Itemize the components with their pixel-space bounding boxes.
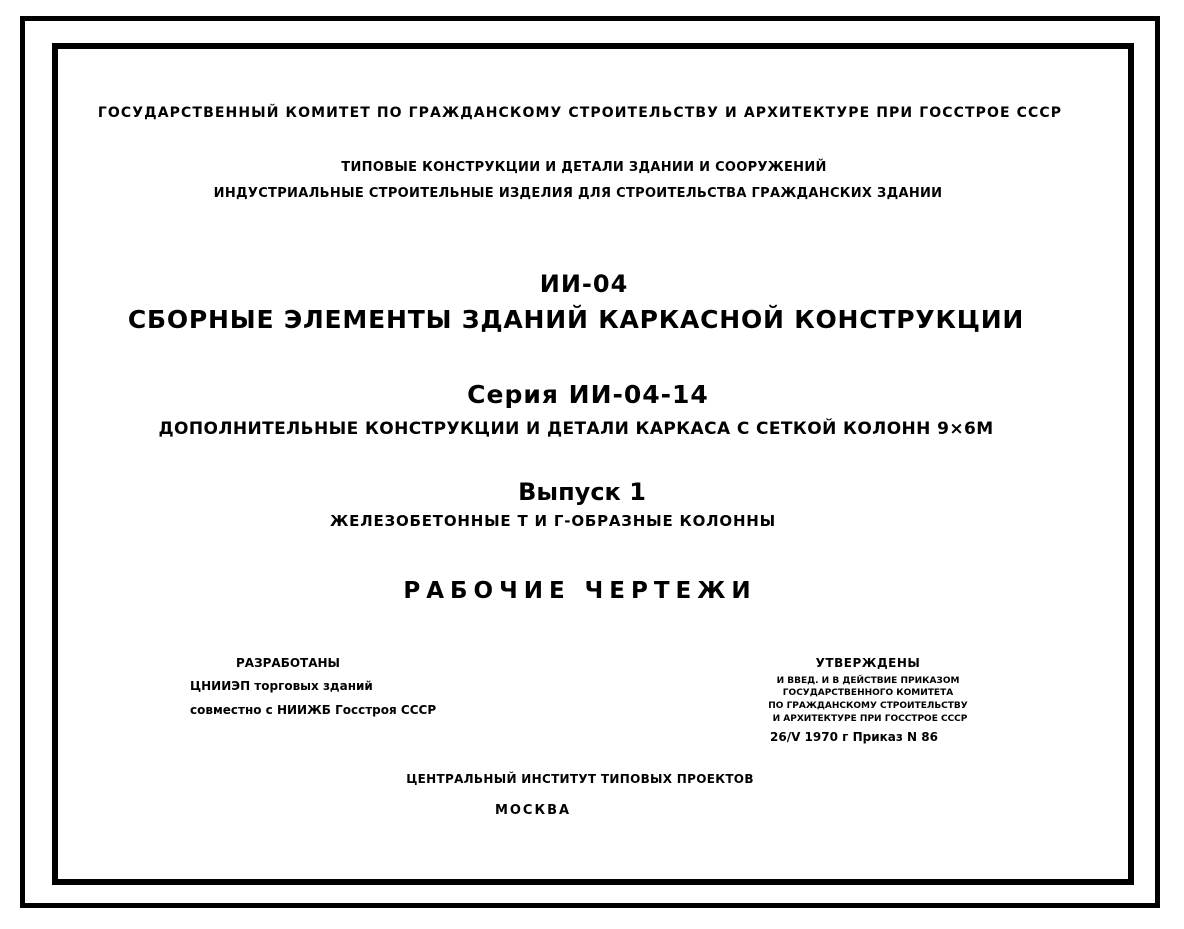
approved-line-1: И ВВЕД. И В ДЕЙСТВИЕ ПРИКАЗОМ	[776, 676, 960, 686]
developed-line-2: совместно с НИИЖБ Госстроя СССР	[190, 703, 437, 717]
series-description: ДОПОЛНИТЕЛЬНЫЕ КОНСТРУКЦИИ И ДЕТАЛИ КАРКАСА С СЕТКОЙ КОЛОНН 9×6М	[158, 419, 994, 439]
section-title: СБОРНЫЕ ЭЛЕМЕНТЫ ЗДАНИЙ КАРКАСНОЙ КОНСТРУКЦИИ	[127, 305, 1025, 334]
typical-line-1: ТИПОВЫЕ КОНСТРУКЦИИ И ДЕТАЛИ ЗДАНИИ И СООРУЖЕНИЙ	[341, 160, 827, 175]
footer-institute: ЦЕНТРАЛЬНЫЙ ИНСТИТУТ ТИПОВЫХ ПРОЕКТОВ	[406, 772, 754, 786]
issue-description: ЖЕЛЕЗОБЕТОННЫЕ Т И Г-ОБРАЗНЫЕ КОЛОННЫ	[330, 512, 776, 530]
approved-line-4: И АРХИТЕКТУРЕ ПРИ ГОССТРОЕ СССР	[772, 714, 968, 724]
doc-type: РАБОЧИЕ ЧЕРТЕЖИ	[403, 578, 757, 604]
developed-heading: РАЗРАБОТАНЫ	[236, 656, 340, 670]
footer-city: МОСКВА	[494, 803, 572, 818]
typical-line-2: ИНДУСТРИАЛЬНЫЕ СТРОИТЕЛЬНЫЕ ИЗДЕЛИЯ ДЛЯ СТРОИТЕЛЬСТВА ГРАЖДАНСКИХ ЗДАНИИ	[213, 186, 943, 201]
issue-label: Выпуск 1	[518, 478, 646, 506]
series-label: Серия ИИ-04-14	[467, 380, 709, 409]
section-code: ИИ-04	[539, 270, 629, 298]
approved-line-3: ПО ГРАЖДАНСКОМУ СТРОИТЕЛЬСТВУ	[768, 701, 968, 711]
committee-header: ГОСУДАРСТВЕННЫЙ КОМИТЕТ ПО ГРАЖДАНСКОМУ СТРОИТЕЛЬСТВУ И АРХИТЕКТУРЕ ПРИ ГОССТРОЕ СССР	[97, 105, 1063, 121]
developed-line-1: ЦНИИЭП торговых зданий	[190, 679, 373, 693]
approved-line-2: ГОСУДАРСТВЕННОГО КОМИТЕТА	[782, 688, 954, 698]
approved-heading: УТВЕРЖДЕНЫ	[815, 656, 921, 670]
approval-order: 26/V 1970 г Приказ N 86	[770, 730, 938, 744]
